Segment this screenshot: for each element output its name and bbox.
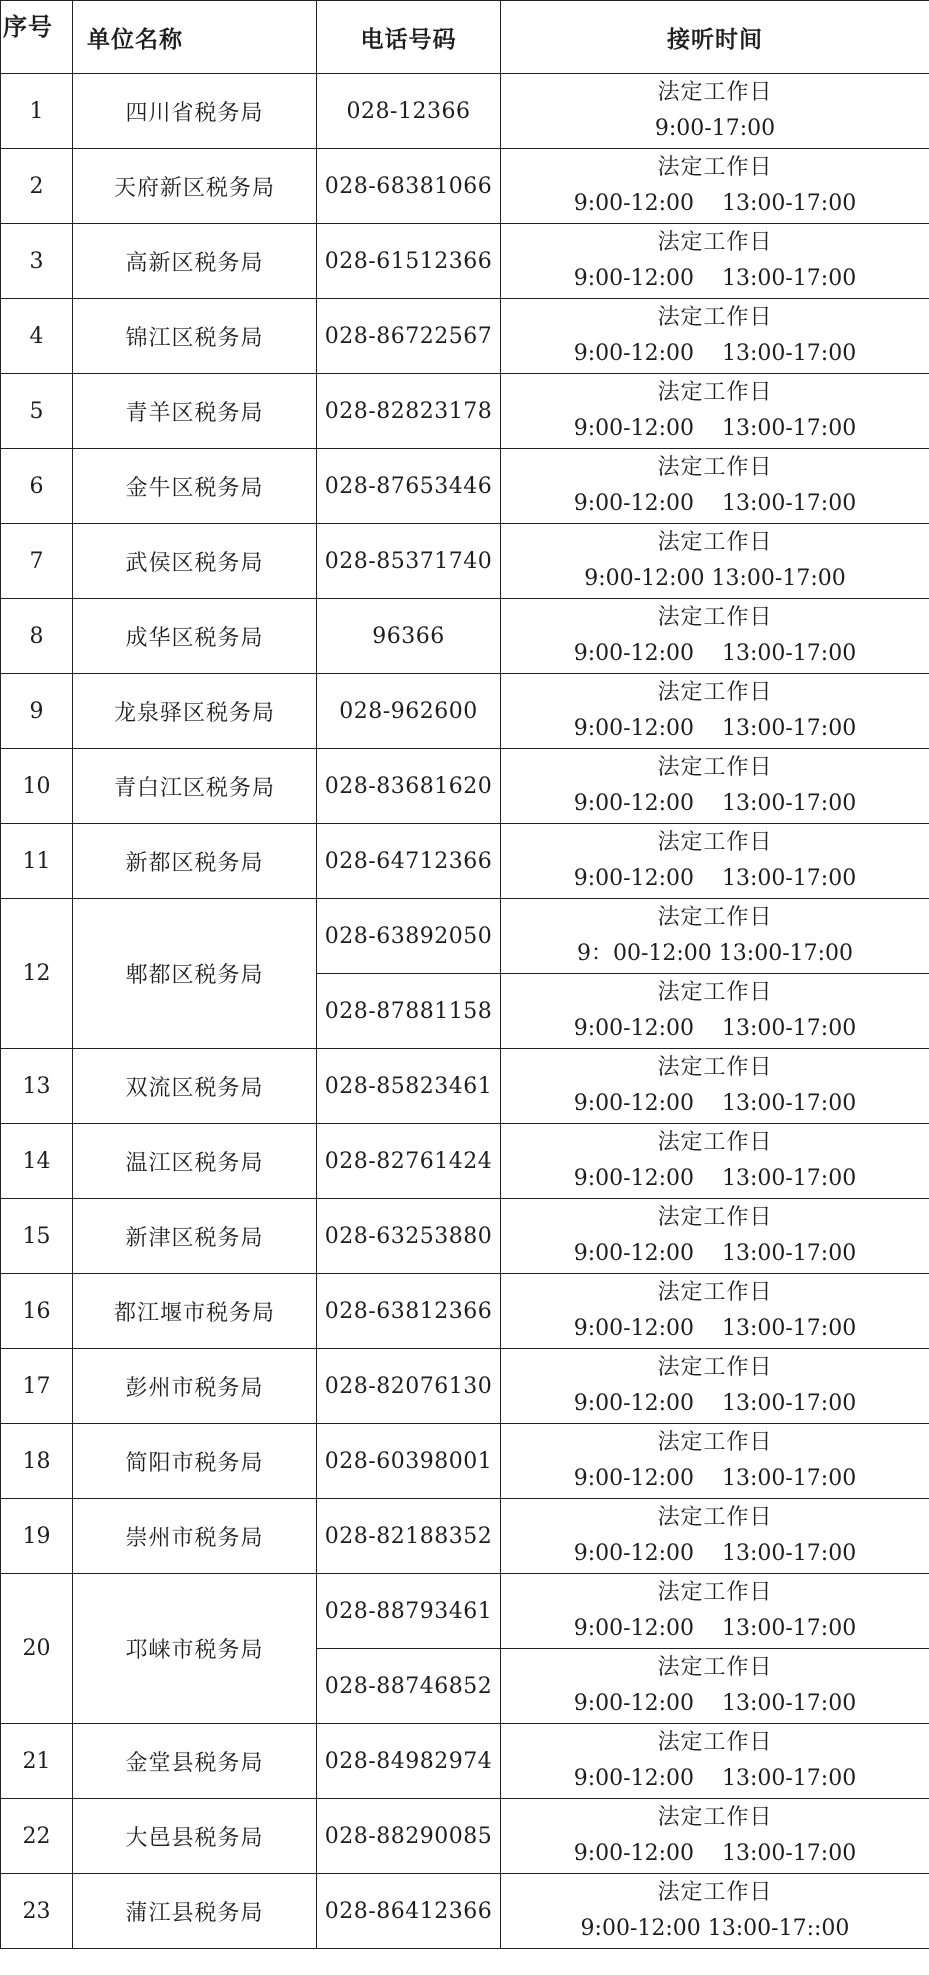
serial-number: 8 <box>1 599 73 674</box>
service-days: 法定工作日 <box>657 1805 773 1830</box>
serial-number: 3 <box>1 224 73 299</box>
service-hours <box>501 1199 929 1274</box>
serial-number: 22 <box>1 1799 73 1874</box>
service-hours <box>501 1424 929 1499</box>
header-service-hours: 接听时间 <box>501 1 929 74</box>
serial-number: 5 <box>1 374 73 449</box>
table-header-row <box>1 1 929 74</box>
phone-number: 028-962600 <box>317 674 501 749</box>
service-hours <box>501 374 929 449</box>
serial-number: 12 <box>1 899 73 1049</box>
phone-number: 028-12366 <box>317 74 501 149</box>
service-days: 法定工作日 <box>657 1730 773 1755</box>
service-hours <box>501 1274 929 1349</box>
unit-name: 双流区税务局 <box>73 1049 317 1124</box>
phone-number: 028-86412366 <box>317 1874 501 1949</box>
service-days: 法定工作日 <box>657 1430 773 1455</box>
service-time-range: 9:00-12:00 13:00-17:00 <box>573 1241 857 1266</box>
phone-number: 028-82761424 <box>317 1124 501 1199</box>
unit-name: 简阳市税务局 <box>73 1424 317 1499</box>
service-time-range: 9:00-12:00 13:00-17:00 <box>584 566 846 591</box>
service-time-range: 9:00-12:00 13:00-17:00 <box>573 1541 857 1566</box>
service-days: 法定工作日 <box>657 1580 773 1605</box>
phone-number: 028-82188352 <box>317 1499 501 1574</box>
phone-number: 028-82076130 <box>317 1349 501 1424</box>
service-hours <box>501 674 929 749</box>
serial-number: 23 <box>1 1874 73 1949</box>
service-days: 法定工作日 <box>657 305 773 330</box>
service-time-range: 9:00-12:00 13:00-17:00 <box>573 1841 857 1866</box>
serial-number: 11 <box>1 824 73 899</box>
service-hours <box>501 749 929 824</box>
service-time-range: 9:00-12:00 13:00-17:00 <box>573 416 857 441</box>
service-hours <box>501 524 929 599</box>
unit-name: 邛崃市税务局 <box>73 1574 317 1724</box>
phone-number: 028-88290085 <box>317 1799 501 1874</box>
service-hours <box>501 1724 929 1799</box>
service-hours <box>501 824 929 899</box>
serial-number: 2 <box>1 149 73 224</box>
table-row <box>1 674 929 749</box>
serial-number: 17 <box>1 1349 73 1424</box>
phone-number: 028-87653446 <box>317 449 501 524</box>
table-row <box>1 149 929 224</box>
table-row <box>1 1724 929 1799</box>
table-row <box>1 1049 929 1124</box>
table-row <box>1 1574 929 1649</box>
unit-name: 青羊区税务局 <box>73 374 317 449</box>
service-time-range: 9:00-12:00 13:00-17:00 <box>573 866 857 891</box>
service-days: 法定工作日 <box>657 1505 773 1530</box>
service-time-range: 9:00-12:00 13:00-17:00 <box>573 266 857 291</box>
unit-name: 金牛区税务局 <box>73 449 317 524</box>
phone-number: 028-68381066 <box>317 149 501 224</box>
phone-number: 028-64712366 <box>317 824 501 899</box>
serial-number: 4 <box>1 299 73 374</box>
phone-number: 028-88793461 <box>317 1574 501 1649</box>
service-days: 法定工作日 <box>657 155 773 180</box>
service-days: 法定工作日 <box>657 230 773 255</box>
header-unit-name: 单位名称 <box>73 1 317 74</box>
service-days: 法定工作日 <box>657 1655 773 1680</box>
service-hours <box>501 899 929 974</box>
service-hours <box>501 1349 929 1424</box>
unit-name: 成华区税务局 <box>73 599 317 674</box>
table-row <box>1 1124 929 1199</box>
service-time-range: 9:00-12:00 13:00-17:00 <box>573 341 857 366</box>
serial-number: 10 <box>1 749 73 824</box>
service-hours <box>501 149 929 224</box>
phone-number: 028-85371740 <box>317 524 501 599</box>
service-days: 法定工作日 <box>657 1355 773 1380</box>
serial-number: 20 <box>1 1574 73 1724</box>
service-days: 法定工作日 <box>657 530 773 555</box>
serial-number: 15 <box>1 1199 73 1274</box>
phone-number: 028-85823461 <box>317 1049 501 1124</box>
unit-name: 金堂县税务局 <box>73 1724 317 1799</box>
service-time-range: 9:00-12:00 13:00-17:00 <box>573 491 857 516</box>
table-row <box>1 299 929 374</box>
unit-name: 锦江区税务局 <box>73 299 317 374</box>
service-time-range: 9:00-12:00 13:00-17:00 <box>573 1166 857 1191</box>
service-days: 法定工作日 <box>657 80 773 105</box>
service-days: 法定工作日 <box>657 680 773 705</box>
service-hours <box>501 1574 929 1649</box>
unit-name: 高新区税务局 <box>73 224 317 299</box>
unit-name: 彭州市税务局 <box>73 1349 317 1424</box>
service-days: 法定工作日 <box>657 1205 773 1230</box>
unit-name: 四川省税务局 <box>73 74 317 149</box>
table-row <box>1 74 929 149</box>
phone-number: 028-83681620 <box>317 749 501 824</box>
phone-number: 028-63812366 <box>317 1274 501 1349</box>
phone-number: 028-82823178 <box>317 374 501 449</box>
phone-number: 028-60398001 <box>317 1424 501 1499</box>
unit-name: 龙泉驿区税务局 <box>73 674 317 749</box>
service-hours <box>501 1874 929 1949</box>
service-time-range: 9:00-12:00 13:00-17:00 <box>573 1466 857 1491</box>
serial-number: 6 <box>1 449 73 524</box>
unit-name: 蒲江县税务局 <box>73 1874 317 1949</box>
unit-name: 青白江区税务局 <box>73 749 317 824</box>
phone-number: 028-63892050 <box>317 899 501 974</box>
service-time-range: 9:00-12:00 13:00-17:00 <box>573 1766 857 1791</box>
serial-number: 7 <box>1 524 73 599</box>
serial-number: 9 <box>1 674 73 749</box>
service-hours <box>501 1499 929 1574</box>
serial-number: 16 <box>1 1274 73 1349</box>
service-hours <box>501 1124 929 1199</box>
table-row <box>1 524 929 599</box>
service-hours <box>501 224 929 299</box>
service-days: 法定工作日 <box>657 980 773 1005</box>
service-time-range: 9:00-12:00 13:00-17:00 <box>573 191 857 216</box>
unit-name: 郫都区税务局 <box>73 899 317 1049</box>
service-time-range: 9:00-12:00 13:00-17::00 <box>580 1916 850 1941</box>
table-row <box>1 824 929 899</box>
service-time-range: 9:00-12:00 13:00-17:00 <box>573 1616 857 1641</box>
service-days: 法定工作日 <box>657 1880 773 1905</box>
table-row <box>1 374 929 449</box>
table-body <box>1 74 929 1949</box>
table-row <box>1 1874 929 1949</box>
service-hours <box>501 974 929 1049</box>
service-time-range: 9：00-12:00 13:00-17:00 <box>576 941 854 966</box>
unit-name: 崇州市税务局 <box>73 1499 317 1574</box>
serial-number: 1 <box>1 74 73 149</box>
unit-name: 武侯区税务局 <box>73 524 317 599</box>
phone-number: 028-86722567 <box>317 299 501 374</box>
service-days: 法定工作日 <box>657 455 773 480</box>
table-row <box>1 224 929 299</box>
service-time-range: 9:00-12:00 13:00-17:00 <box>573 1316 857 1341</box>
service-time-range: 9:00-12:00 13:00-17:00 <box>573 791 857 816</box>
service-time-range: 9:00-12:00 13:00-17:00 <box>573 1391 857 1416</box>
table-row <box>1 1499 929 1574</box>
serial-number: 13 <box>1 1049 73 1124</box>
phone-number: 028-88746852 <box>317 1649 501 1724</box>
phone-number: 028-87881158 <box>317 974 501 1049</box>
service-hours <box>501 1049 929 1124</box>
table-row <box>1 1199 929 1274</box>
table-row <box>1 1274 929 1349</box>
serial-number: 21 <box>1 1724 73 1799</box>
service-days: 法定工作日 <box>657 755 773 780</box>
table-row <box>1 1424 929 1499</box>
serial-number: 19 <box>1 1499 73 1574</box>
unit-name: 天府新区税务局 <box>73 149 317 224</box>
unit-name: 大邑县税务局 <box>73 1799 317 1874</box>
phone-number: 028-63253880 <box>317 1199 501 1274</box>
serial-number: 18 <box>1 1424 73 1499</box>
table-row <box>1 1349 929 1424</box>
service-days: 法定工作日 <box>657 905 773 930</box>
service-time-range: 9:00-12:00 13:00-17:00 <box>573 641 857 666</box>
service-hours <box>501 299 929 374</box>
table-row <box>1 899 929 974</box>
service-time-range: 9:00-17:00 <box>654 116 776 141</box>
service-days: 法定工作日 <box>657 830 773 855</box>
service-hours <box>501 599 929 674</box>
service-time-range: 9:00-12:00 13:00-17:00 <box>573 1091 857 1116</box>
unit-name: 温江区税务局 <box>73 1124 317 1199</box>
phone-number: 028-61512366 <box>317 224 501 299</box>
service-days: 法定工作日 <box>657 1130 773 1155</box>
header-serial-number: 序号 <box>1 1 73 74</box>
table-row <box>1 1799 929 1874</box>
table-row <box>1 749 929 824</box>
service-hours <box>501 74 929 149</box>
unit-name: 新津区税务局 <box>73 1199 317 1274</box>
service-hours <box>501 1799 929 1874</box>
service-hours <box>501 1649 929 1724</box>
service-days: 法定工作日 <box>657 380 773 405</box>
service-days: 法定工作日 <box>657 1055 773 1080</box>
table-row <box>1 449 929 524</box>
unit-name: 新都区税务局 <box>73 824 317 899</box>
service-hours <box>501 449 929 524</box>
service-days: 法定工作日 <box>657 605 773 630</box>
header-phone-number: 电话号码 <box>317 1 501 74</box>
table-row <box>1 599 929 674</box>
service-days: 法定工作日 <box>657 1280 773 1305</box>
service-time-range: 9:00-12:00 13:00-17:00 <box>573 716 857 741</box>
phone-number: 96366 <box>317 599 501 674</box>
service-time-range: 9:00-12:00 13:00-17:00 <box>573 1016 857 1041</box>
serial-number: 14 <box>1 1124 73 1199</box>
service-time-range: 9:00-12:00 13:00-17:00 <box>573 1691 857 1716</box>
phone-number: 028-84982974 <box>317 1724 501 1799</box>
unit-name: 都江堰市税务局 <box>73 1274 317 1349</box>
